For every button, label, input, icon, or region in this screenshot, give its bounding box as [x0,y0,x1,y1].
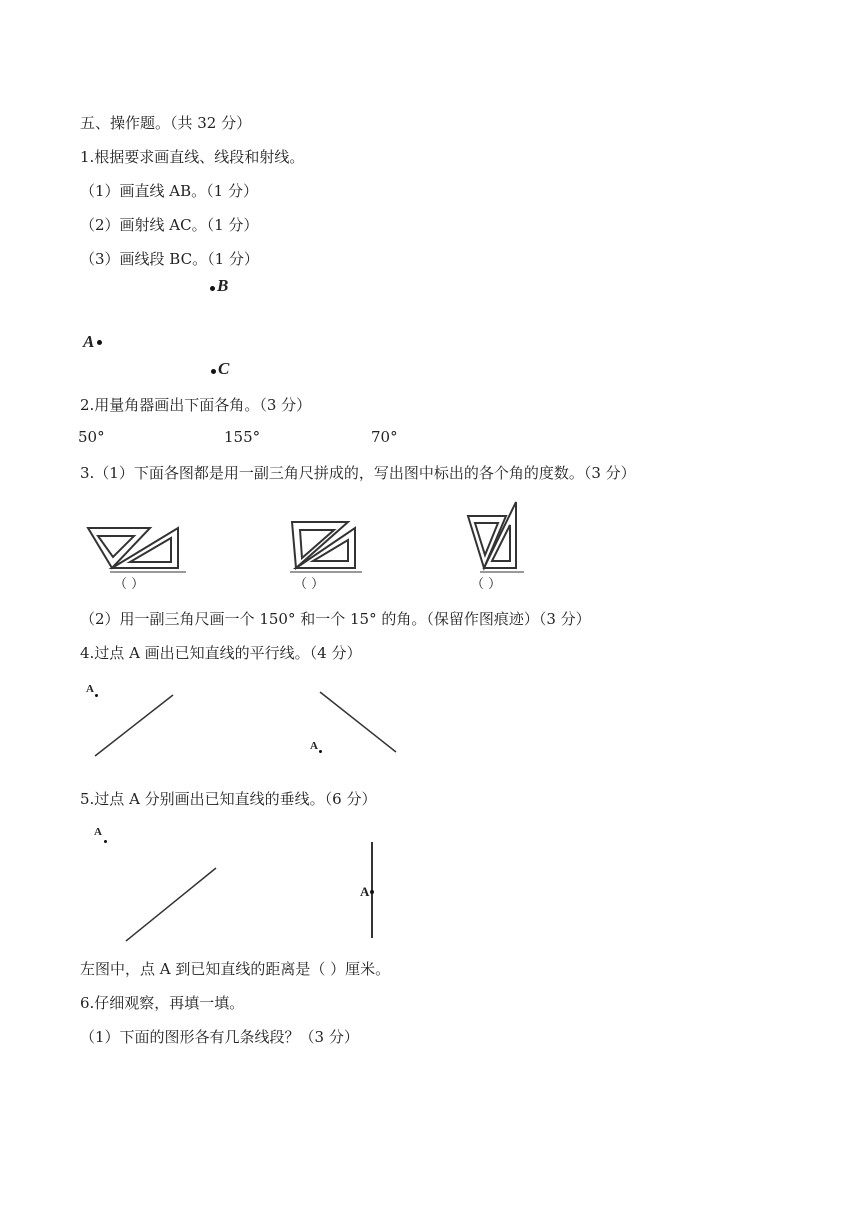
q5-point-a-dot-2 [370,890,374,894]
q4-point-a-dot-1 [95,694,98,697]
q3-sub2: （2）用一副三角尺画一个 150° 和一个 15° 的角。（保留作图痕迹）（3 分） [80,610,591,628]
point-a-label: A [83,332,95,351]
q4-given-line-2 [320,692,396,752]
answer-blank-2[interactable]: （ ） [294,577,325,592]
q4-title: 4.过点 A 画出已知直线的平行线。（4 分） [80,644,362,662]
q4-point-a-dot-2 [319,750,322,753]
section-title: 五、操作题。（共 32 分） [80,114,252,132]
q5-point-a-label-1: A [94,826,102,838]
q4-point-a-label-1: A [86,683,94,695]
q4-given-line-1 [95,695,173,756]
q6-sub1: （1）下面的图形各有几条线段？（3 分） [80,1028,359,1046]
triangle-ruler-figure-2 [290,522,362,572]
q2-title: 2.用量角器画出下面各角。（3 分） [80,396,312,414]
q5-distance-text: 左图中，点 A 到已知直线的距离是（ ）厘米。 [80,960,391,978]
q5-point-a-dot-1 [104,840,107,843]
q1-item-1: （1）画直线 AB。（1 分） [80,182,258,200]
q5-title: 5.过点 A 分别画出已知直线的垂线。（6 分） [80,790,377,808]
q5-given-line-1 [126,868,216,941]
q1-title: 1.根据要求画直线、线段和射线。 [80,148,305,166]
angle-3: 70° [371,428,398,446]
q1-item-3: （3）画线段 BC。（1 分） [80,250,259,268]
q1-item-2: （2）画射线 AC。（1 分） [80,216,259,234]
q6-title: 6.仔细观察，再填一填。 [80,994,245,1012]
triangle-ruler-figure-3 [468,502,524,572]
answer-blank-1[interactable]: （ ） [114,577,145,592]
point-b-label: B [217,276,229,295]
triangle-ruler-figure-1 [88,528,186,572]
point-c-label: C [218,359,230,378]
angle-2: 155° [224,428,261,446]
q3-title: 3.（1）下面各图都是用一副三角尺拼成的，写出图中标出的各个角的度数。（3 分） [80,464,636,482]
q5-point-a-label-2: A [360,884,370,899]
answer-blank-3[interactable]: （ ） [471,577,502,592]
angle-1: 50° [78,428,105,446]
q4-point-a-label-2: A [310,740,318,752]
